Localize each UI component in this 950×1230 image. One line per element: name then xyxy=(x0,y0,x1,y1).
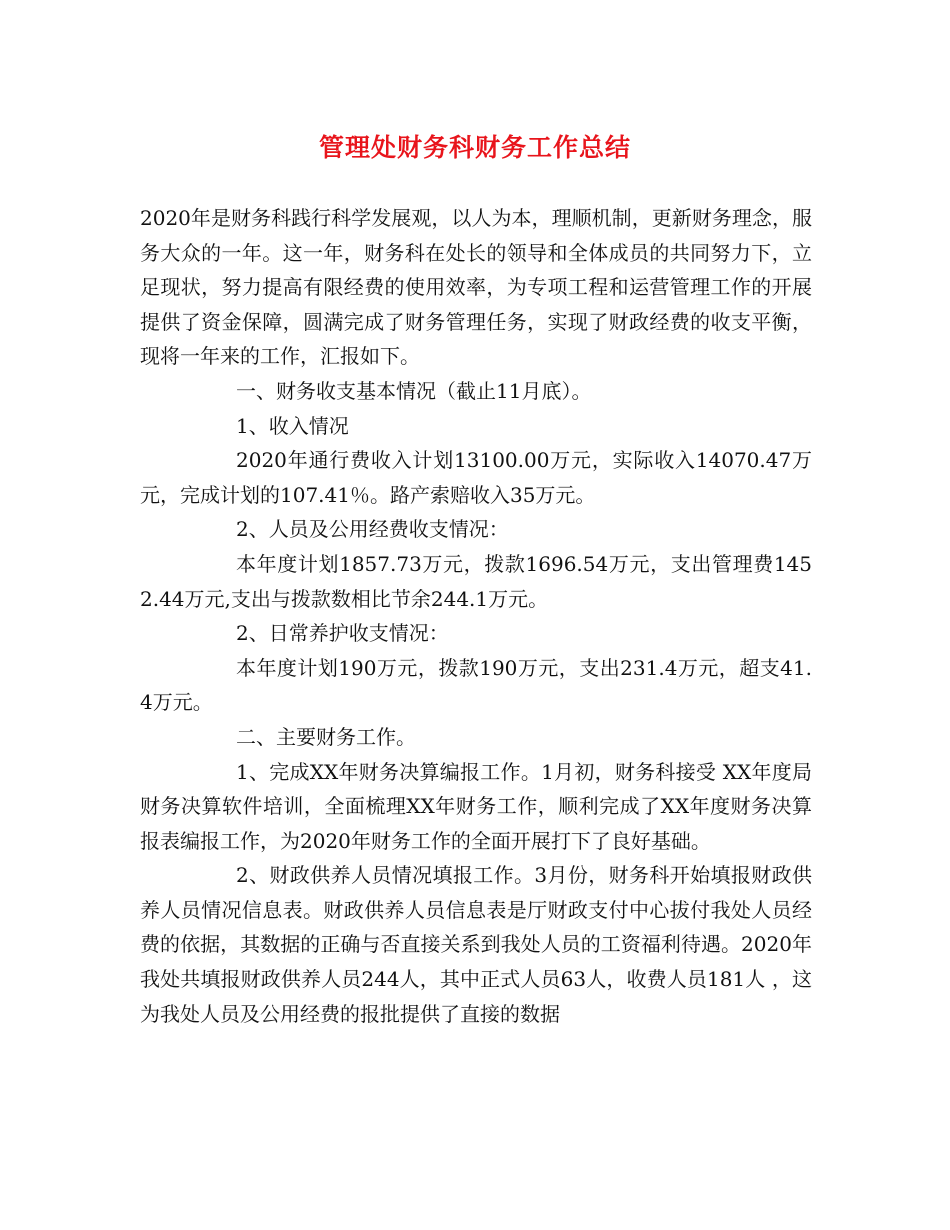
paragraph-final-accounts: 1、完成XX年财务决算编报工作。1月初，财务科接受 XX年度局财务决算软件培训，全面梳理XX年财务工作，顺利完成了XX年度财务决算报表编报工作，为2020年财务工作的全面开展打下了良好基础。 xyxy=(140,759,812,853)
paragraph-staff-reporting: 2、财政供养人员情况填报工作。3月份，财务科开始填报财政供养人员情况信息表。财政供养人员信息表是厅财政支付中心拔付我处人员经费的依据，其数据的正确与否直接关系到我处人员的工资福利待遇。2020年我处共填报财政供养人员244人，其中正式人员63人，收费人员181人 ，这为我处人员及公用经费的报批提供了直接的数据 xyxy=(140,863,812,1026)
paragraph-income: 2020年通行费收入计划13100.00万元，实际收入14070.47万元，完成计划的107.41％。路产索赔收入35万元。 xyxy=(140,448,812,507)
document-title: 管理处财务科财务工作总结 xyxy=(318,133,631,162)
subheading-income: 1、收入情况 xyxy=(236,413,349,438)
section-heading-income-expense: 一、财务收支基本情况（截止11月底）。 xyxy=(236,378,592,403)
subheading-personnel-funds: 2、人员及公用经费收支情况： xyxy=(236,517,509,542)
paragraph-intro: 2020年是财务科践行科学发展观，以人为本，理顺机制，更新财务理念，服务大众的一年。这一年，财务科在处长的领导和全体成员的共同努力下，立足现状，努力提高有限经费的使用效率，为专项工程和运营管理工作的开展提供了资金保障，圆满完成了财务管理任务，实现了财政经费的收支平衡，现将一年来的工作，汇报如下。 xyxy=(140,206,812,369)
section-heading-main-work: 二、主要财务工作。 xyxy=(236,724,416,749)
paragraph-personnel-funds: 本年度计划1857.73万元，拨款1696.54万元，支出管理费1452.44万元,支出与拨款数相比节余244.1万元。 xyxy=(140,551,812,611)
paragraph-maintenance: 本年度计划190万元，拨款190万元，支出231.4万元，超支41.4万元。 xyxy=(140,655,812,715)
document-body xyxy=(140,201,812,1031)
subheading-maintenance: 2、日常养护收支情况： xyxy=(236,621,449,646)
